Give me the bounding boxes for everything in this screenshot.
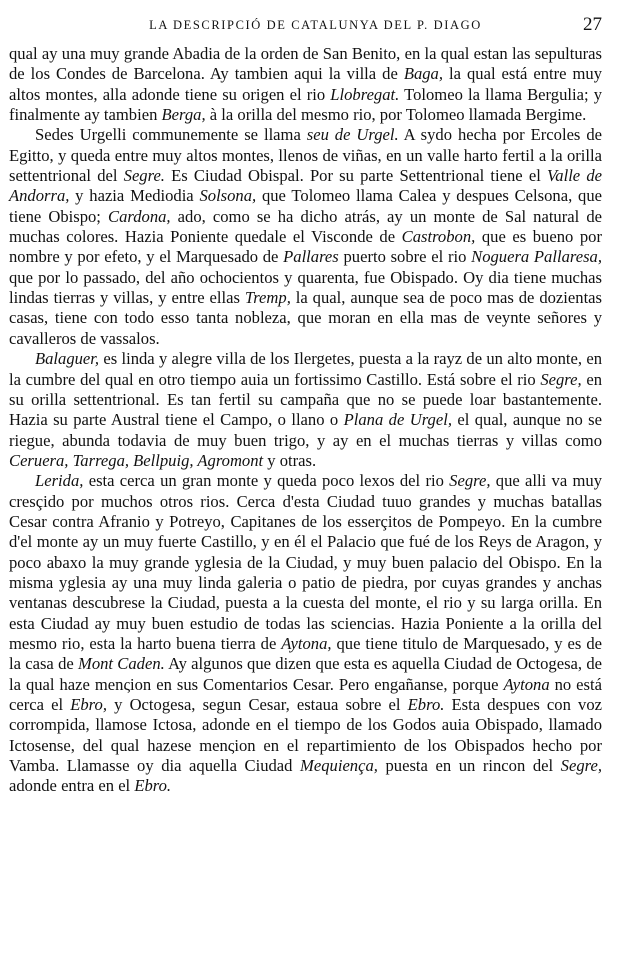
- page-header: [9, 12, 602, 38]
- text-run: que Tolomeo llama Calea y despues Celsona, que tiene Obispo;: [9, 186, 607, 226]
- italic-text: Tremp,: [244, 288, 291, 308]
- text-run: es linda y alegre villa de los Ilergetes, puesta a la rayz de un alto monte, en la cumbre del qual en otro tiempo auia un fortissimo Castillo. Está sobre el rio: [9, 349, 607, 389]
- italic-text: Aytona,: [281, 633, 332, 653]
- italic-text: Castrobon,: [401, 227, 476, 247]
- italic-text: Balaguer,: [35, 349, 100, 369]
- italic-text: Ceruera, Tarrega, Bellpuig, Agromont: [9, 450, 264, 470]
- text-run: adonde entra en el: [9, 756, 607, 796]
- text-run: Ay algunos que dizen que esta es aquella Ciudad de Octogesa, de la qual haze menςion en sus Comentarios Cesar. Pero engañanse, porque: [9, 654, 607, 694]
- italic-text: Plana de Urgel,: [343, 410, 452, 430]
- italic-text: Lerida,: [35, 471, 84, 491]
- paragraph: [9, 44, 607, 125]
- text-run: y hazia Mediodia: [69, 186, 200, 206]
- italic-text: Segre,: [540, 369, 582, 389]
- body-text: [9, 44, 607, 797]
- text-run: que es bueno por nombre y por efeto, y el Marquesado de: [9, 227, 607, 267]
- text-run: Tolomeo la llama Bergulia; y finalmente ay tambien: [9, 84, 607, 125]
- text-run: esta cerca un gran monte y queda poco lexos del rio: [83, 471, 450, 491]
- italic-text: Segre.: [123, 166, 165, 186]
- italic-text: Mequiença,: [300, 756, 378, 776]
- text-run: y Octogesa, segun Cesar, estaua sobre el: [106, 695, 408, 714]
- text-run: en su orilla settentrional. Es tan fertil su campaña que no se puede loar bastantemente. Hazia su parte Austral tiene el Campo, o llano o: [9, 369, 607, 430]
- running-title: LA DESCRIPCIÓ DE CATALUNYA DEL P. DIAGO: [149, 18, 482, 32]
- text-run: y otras.: [263, 450, 317, 470]
- italic-text: Noguera Pallaresa,: [471, 247, 602, 267]
- paragraph: [9, 125, 607, 349]
- italic-text: Segre,: [560, 756, 602, 776]
- text-run: Es Ciudad Obispal. Por su parte Settentrional tiene el: [164, 166, 547, 186]
- text-run: A sydo hecha por Ercoles de Egitto, y queda entre muy altos montes, llenos de viñas, en un valle harto fertil a la orilla settentrional del: [9, 125, 607, 186]
- italic-text: Valle de Andorra,: [9, 166, 606, 206]
- italic-text: Llobregat.: [330, 84, 400, 104]
- italic-text: Pallares: [283, 247, 339, 267]
- italic-text: Ebro.: [407, 695, 445, 714]
- text-run: el qual, aunque no se riegue, abunda todavia de muy buen trigo, y ay en el muchas tierras y villas como: [9, 410, 607, 450]
- italic-text: Mont Caden.: [78, 654, 165, 674]
- text-run: puesta en un rincon del: [377, 756, 561, 776]
- italic-text: Segre,: [449, 471, 491, 491]
- italic-text: Baga,: [403, 64, 444, 84]
- text-run: à la orilla del mesmo rio, por Tolomeo llamada Bergime.: [205, 105, 587, 125]
- text-run: que alli va muy cresçido por muchos otros rios. Cerca d'esta Ciudad tuuo grandes y muchas batallas Cesar contra Afranio y Potreyo, Capitanes de los esserçitos de Pompeyo. En la cumbre d'el monte ay un muy fuerte Castillo, y en él el Palacio que fué de los Reys de Aragon, y poco abaxo la muy grande yglesia de la Ciudad, y muy buen palacio del Obispo. En la misma yglesia ay una muy linda galeria o patio de piedra, por cuyas grandes y anchas ventanas descubrese la Ciudad, puesta a la cuesta del monte, el rio y su larga orilla. En esta Ciudad ay muy buen estudio de todas las sciencias. Hazia Poniente a la orilla del mesmo rio, esta la harto buena tierra de: [9, 471, 607, 653]
- text-run: Sedes Urgelli communemente se llama: [35, 125, 307, 145]
- italic-text: Ebro,: [70, 695, 107, 714]
- italic-text: Aytona: [503, 674, 550, 694]
- text-run: la qual está entre muy altos montes, alla adonde tiene su origen el rio: [9, 64, 607, 104]
- italic-text: Berga,: [161, 105, 206, 125]
- paragraph: [9, 471, 607, 797]
- paragraph: [9, 349, 607, 471]
- text-run: puerto sobre el rio: [338, 247, 472, 267]
- italic-text: Ebro.: [134, 776, 172, 796]
- italic-text: seu de Urgel.: [306, 125, 399, 145]
- italic-text: Cardona,: [108, 206, 171, 226]
- page-number: 27: [583, 14, 602, 35]
- text-run: que tiene titulo de Marquesado, y es de la casa de: [9, 633, 607, 674]
- text-run: qual ay una muy grande Abadia de la orden de San Benito, en la qual estan las sepulturas de los Condes de Barcelona. Ay tambien aqui la villa de: [9, 44, 607, 84]
- text-run: Esta despues con voz corrompida, llamose Ictosa, adonde en el tiempo de los Godos auia Obispado, llamado Ictosense, del qual hazese menςion en el repartimiento de los Obispados hecho por Vamba. Llamasse oy dia aquella Ciudad: [9, 695, 607, 776]
- text-run: que por lo passado, del año ochocientos y quarenta, fue Obispado. Oy dia tiene muchas lindas tierras y villas, y entre ellas: [9, 247, 607, 308]
- italic-text: Solsona,: [199, 186, 257, 206]
- text-run: no está cerca el: [9, 674, 607, 714]
- text-run: ado, como se ha dicho atrás, ay un monte de Sal natural de muchas colores. Hazia Poniente quedale el Visconde de: [9, 206, 607, 247]
- text-run: la qual, aunque sea de poco mas de dozientas casas, tiene con todo esso tanta nobleza, que moran en ella mas de veynte señores y cavalleros de vassalos.: [9, 288, 607, 348]
